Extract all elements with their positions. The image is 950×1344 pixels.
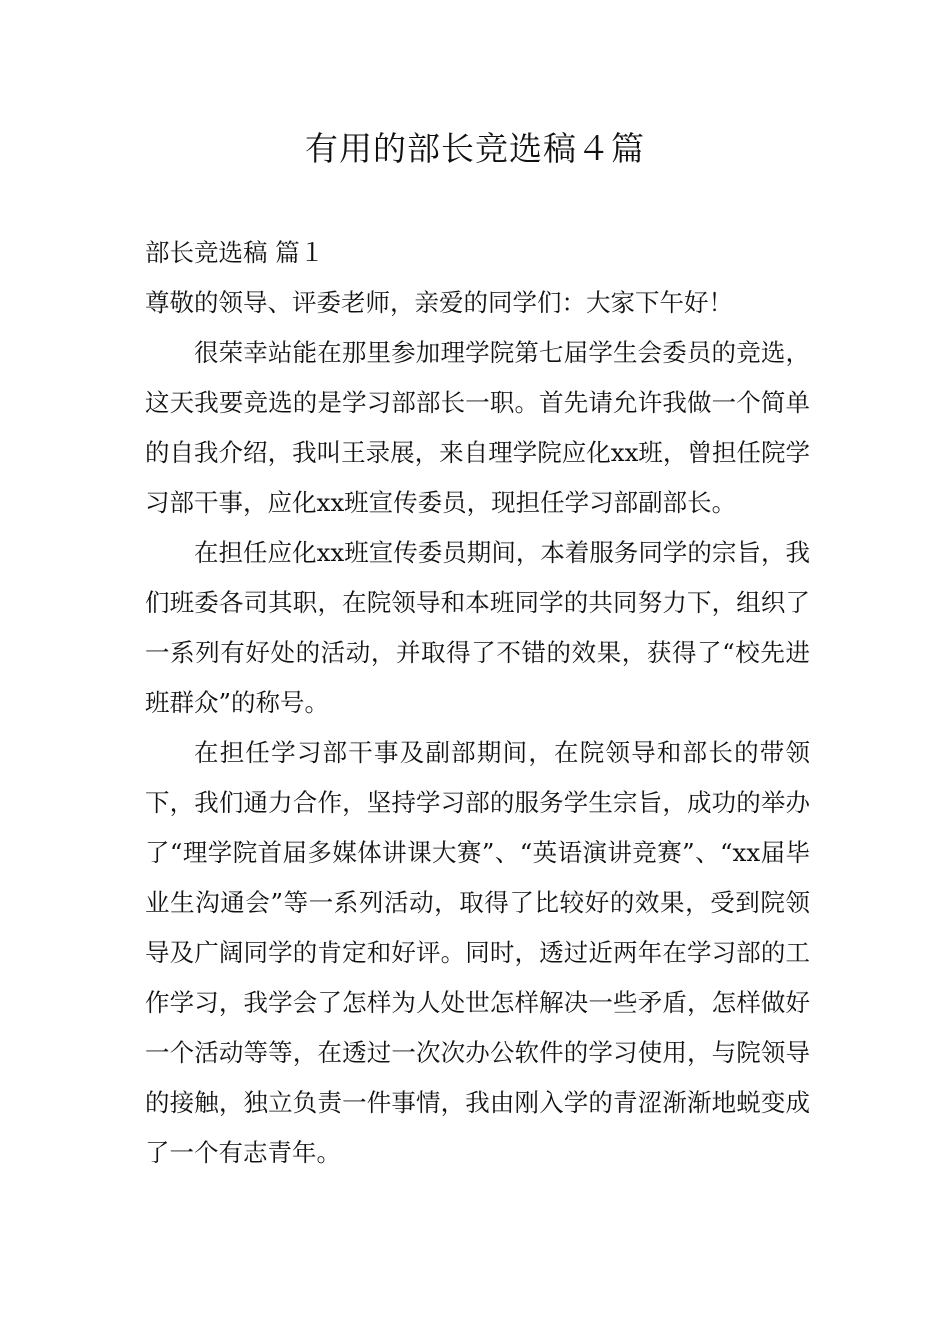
paragraph-2: 在担任应化xx班宣传委员期间，本着服务同学的宗旨，我们班委各司其职，在院领导和本班同学的共同努力下，组织了一系列有好处的活动，并取得了不错的效果，获得了“校先进班群众”的称号。 (145, 538, 810, 717)
greeting: 尊敬的领导、评委老师，亲爱的同学们：大家下午好！ (145, 288, 733, 317)
document-body (145, 228, 810, 1178)
paragraph-1: 很荣幸站能在那里参加理学院第七届学生会委员的竞选，这天我要竞选的是学习部部长一职。首先请允许我做一个简单的自我介绍，我叫王录展，来自理学院应化xx班，曾担任院学习部干事，应化xx班宣传委员，现担任学习部副部长。 (145, 338, 810, 517)
section-heading: 部长竞选稿 篇１ (145, 238, 325, 267)
document-title: 有用的部长竞选稿４篇 (305, 129, 645, 168)
paragraph-3: 在担任学习部干事及副部期间，在院领导和部长的带领下，我们通力合作，坚持学习部的服务学生宗旨，成功的举办了“理学院首届多媒体讲课大赛”、“英语演讲竞赛”、“xx届毕业生沟通会”等一系列活动，取得了比较好的效果，受到院领导及广阔同学的肯定和好评。同时，透过近两年在学习部的工作学习，我学会了怎样为人处世怎样解决一些矛盾，怎样做好一个活动等等，在透过一次次办公软件的学习使用，与院领导的接触，独立负责一件事情，我由刚入学的青涩渐渐地蜕变成了一个有志青年。 (145, 738, 810, 1167)
